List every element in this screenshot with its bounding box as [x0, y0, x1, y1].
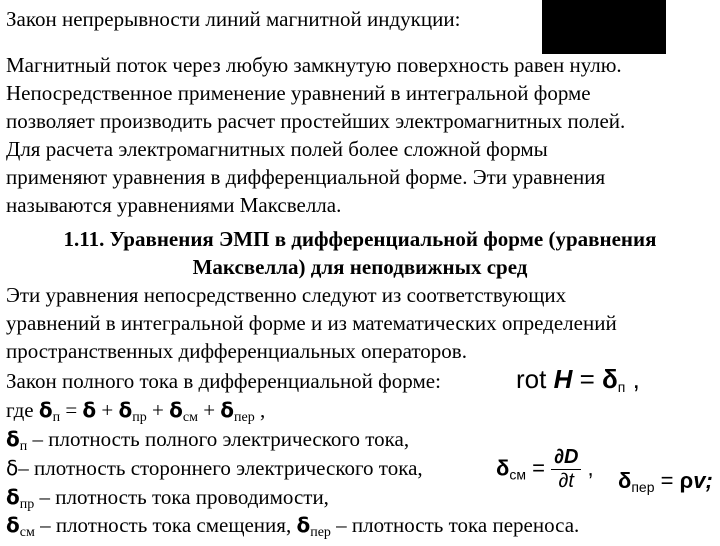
delta-symbol: δ: [6, 513, 20, 537]
plus-sign: +: [203, 398, 216, 422]
equals-sign: =: [579, 364, 595, 394]
delta-subscript: п: [617, 379, 626, 395]
delta-subscript: п: [19, 439, 28, 454]
law-text: Закон полного тока в дифференциальной форме:: [6, 369, 441, 393]
paragraph1-line-4: Для расчета электромагнитных полей более сложной формы: [6, 137, 548, 161]
delta-symbol: δ: [6, 485, 20, 509]
paragraph1-line-1: Магнитный поток через любую замкнутую поверхность равен нулю.: [6, 53, 622, 77]
delta-symbol: δ: [618, 468, 632, 493]
delta-symbol: δ: [220, 398, 235, 422]
delta-symbol: δ: [118, 398, 133, 422]
paragraph1-line-6: называются уравнениями Максвелла.: [6, 193, 342, 217]
delta-subscript: пер: [310, 525, 331, 540]
section-heading-line-2: Максвелла) для неподвижных сред: [192, 255, 528, 279]
delta-symbol: δ: [169, 398, 183, 422]
formula-comma: ,: [632, 364, 640, 394]
delta-subscript: пр: [19, 497, 35, 512]
delta-subscript: пер: [234, 410, 255, 425]
fraction-denominator: ∂t: [558, 470, 574, 492]
delta-subscript: см: [509, 466, 526, 483]
definition-text: – плотность тока смещения,: [34, 513, 297, 537]
paragraph1-line-5: применяют уравнения в дифференциальной форме. Эти уравнения: [6, 165, 606, 189]
fraction: [551, 446, 581, 493]
definition-text: – плотность полного электрического тока,: [27, 427, 410, 451]
rot-operator: rot: [516, 364, 547, 394]
paragraph1-line-2: Непосредственное применение уравнений в интегральной форме: [6, 81, 591, 105]
rho-symbol: ρ: [679, 468, 694, 493]
delta-symbol: δ: [296, 513, 311, 537]
trailing-comma: ,: [260, 398, 266, 422]
fraction-numerator: ∂D: [551, 446, 581, 470]
paragraph2-line-2: уравнений в интегральной форме и из математических определений: [6, 311, 617, 335]
formula-comma: ,: [587, 455, 594, 481]
equals-sign: =: [532, 455, 545, 481]
delta-symbol: δ: [496, 455, 510, 481]
delta-subscript: пер: [631, 479, 655, 495]
paragraph2-line-3: пространственных дифференциальных операторов.: [6, 339, 467, 363]
where-prefix: где: [6, 398, 34, 422]
plus-sign: +: [152, 398, 164, 422]
definition-line-2: [6, 455, 423, 481]
displacement-current-formula: [496, 446, 594, 493]
rot-formula: [516, 364, 640, 395]
delta-symbol: δ: [6, 456, 19, 480]
paragraph2-line-1: Эти уравнения непосредственно следуют из соответствующих: [6, 283, 567, 307]
transfer-current-formula: [618, 468, 713, 495]
delta-symbol: δ: [6, 427, 20, 451]
velocity-vector: v;: [693, 468, 713, 493]
section-heading-line-1: 1.11. Уравнения ЭМП в дифференциальной форме (уравнения: [63, 227, 657, 251]
delta-symbol: δ: [82, 398, 97, 422]
definition-line-4: [6, 512, 579, 546]
page-title: Закон непрерывности линий магнитной индукции:: [6, 7, 461, 31]
definition-text: – плотность тока переноса.: [330, 513, 580, 537]
delta-symbol: δ: [38, 398, 53, 422]
delta-subscript: см: [182, 410, 198, 425]
paragraph1-line-3: позволяет производить расчет простейших электромагнитных полей.: [6, 109, 626, 133]
equals-sign: =: [660, 468, 674, 493]
equals-sign: =: [65, 398, 78, 422]
h-vector: H: [553, 364, 573, 394]
delta-symbol: δ: [602, 364, 618, 394]
delta-subscript: см: [19, 525, 35, 540]
black-rectangle: [542, 0, 666, 54]
definition-text: – плотность тока проводимости,: [34, 485, 329, 509]
delta-subscript: пр: [132, 410, 147, 425]
definition-text: – плотность стороннего электрического тока,: [18, 456, 423, 480]
plus-sign: +: [101, 398, 114, 422]
delta-subscript: п: [52, 410, 61, 425]
